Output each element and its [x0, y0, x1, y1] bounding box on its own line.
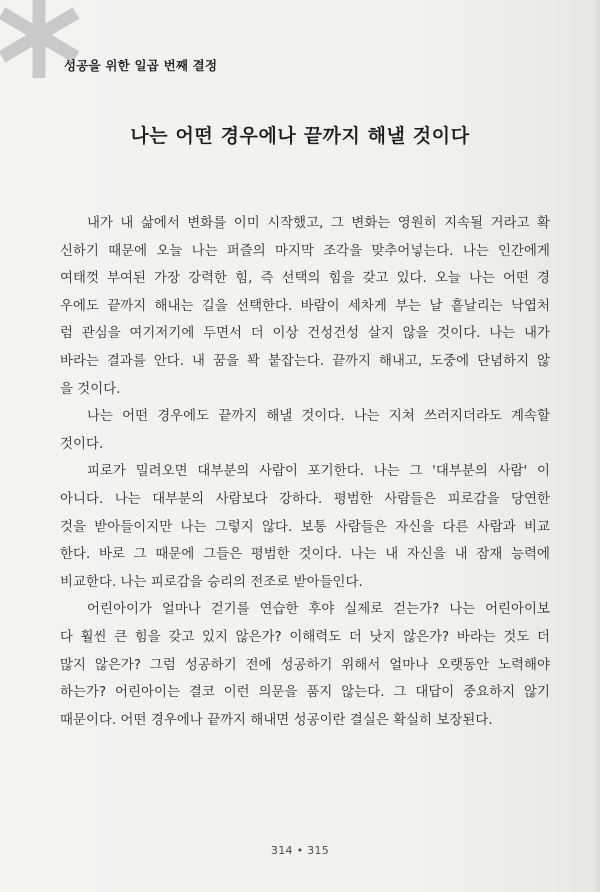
text-line: 여태껏 부여된 가장 강력한 힘, 즉 선택의 힘을 갖고 있다. 오늘 나는 어떤 경 [60, 271, 550, 287]
text-line: 내가 내 삶에서 변화를 이미 시작했고, 그 변화는 영원히 지속될 거라고 확 [87, 216, 550, 231]
chapter-title: 나는 어떤 경우에나 끝까지 해낼 것이다 [130, 125, 470, 147]
text-line: 을 것이다. [60, 381, 121, 397]
body-text [60, 210, 550, 734]
text-line: 나는 어떤 경우에도 끝까지 해낼 것이다. 나는 지쳐 쓰러지더라도 계속할 [87, 409, 550, 425]
text-line: 아니다. 나는 대부분의 사람보다 강하다. 평범한 사람들은 피로감을 당연한 [60, 491, 550, 507]
text-line: 하는가? 어린아이는 결코 이런 의문을 품지 않는다. 그 대답이 중요하지 않기 [60, 685, 550, 701]
page-number: 314 • 315 [270, 844, 330, 857]
text-line: 것을 받아들이지만 나는 그렇지 않다. 보통 사람들은 자신을 다른 사람과 비교 [60, 519, 550, 535]
text-line: 많지 않은가? 그럼 성공하기 전에 성공하기 위해서 얼마나 오랫동안 노력해야 [60, 657, 550, 673]
text-line: 럼 관심을 여기저기에 두면서 더 이상 건성건성 살지 않을 것이다. 나는 내가 [60, 326, 550, 342]
paragraph-2 [60, 403, 550, 458]
paragraph-4 [60, 596, 550, 734]
text-line: 신하기 때문에 오늘 나는 퍼즐의 마지막 조각을 맞추어넣는다. 나는 인간에게 [60, 243, 550, 259]
text-line: 것이다. [60, 436, 104, 452]
text-line: 피로가 밀려오면 대부분의 사람이 포기한다. 나는 그 '대부분의 사람' 이 [87, 464, 550, 480]
text-line: 어린아이가 얼마나 걷기를 연습한 후야 실제로 걷는가? 나는 어린아이보 [87, 602, 550, 618]
text-line: 한다. 바로 그 때문에 그들은 평범한 것이다. 나는 내 자신을 내 잠재 능력에 [60, 547, 550, 563]
running-head: 성공을 위한 일곱 번째 결정 [64, 58, 218, 73]
text-line: 때문이다. 어떤 경우에나 끝까지 해내면 성공이란 결실은 확실히 보장된다. [60, 712, 493, 728]
text-line: 우에도 끝까지 해내는 길을 선택한다. 바람이 세차게 부는 날 흩날리는 낙엽처 [60, 298, 550, 314]
paragraph-3 [60, 458, 550, 596]
text-line: 바라는 결과를 안다. 내 꿈을 꽉 붙잡는다. 끝까지 해내고, 도중에 단념하지 않 [60, 353, 550, 369]
text-line: 다 훨씬 큰 힘을 갖고 있지 않은가? 이해력도 더 낫지 않은가? 바라는 것도 더 [60, 629, 550, 645]
text-line: 비교한다. 나는 피로감을 승리의 전조로 받아들인다. [60, 574, 363, 590]
page-edge-shadow [592, 0, 600, 892]
paragraph-1 [60, 210, 550, 403]
